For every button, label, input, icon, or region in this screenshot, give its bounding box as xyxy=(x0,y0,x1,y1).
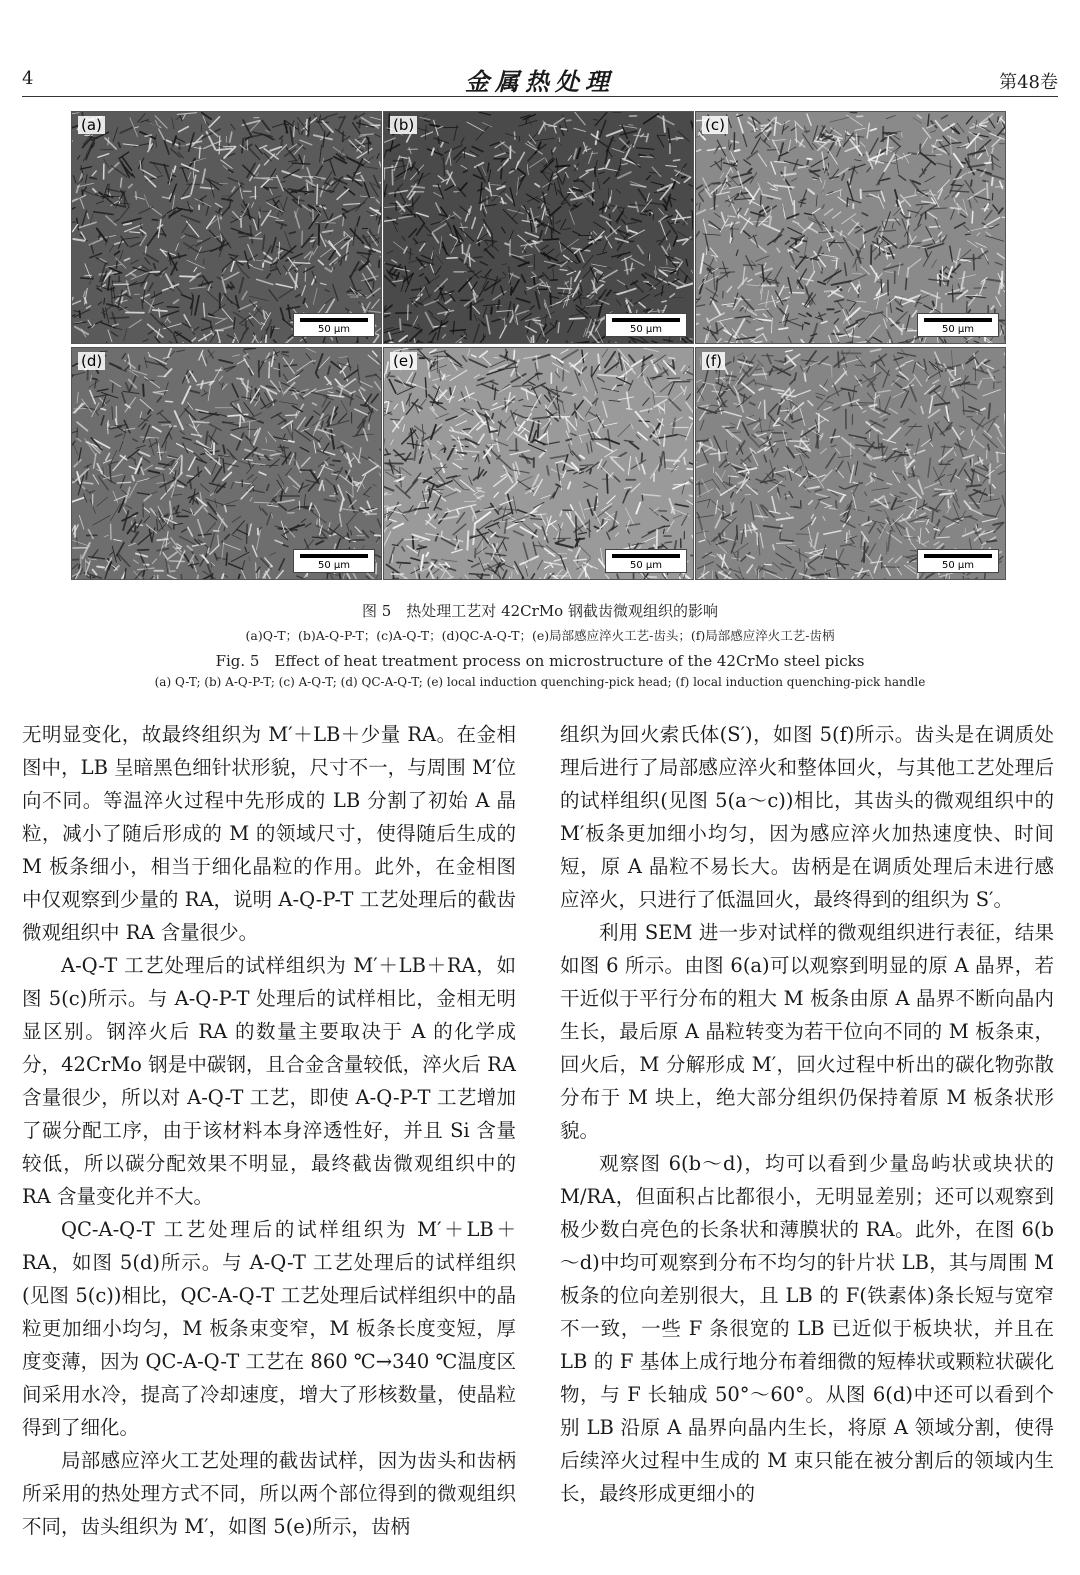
micrograph-image xyxy=(696,348,1005,579)
scale-bar-label: 50 μm xyxy=(941,560,974,571)
paragraph: 局部感应淬火工艺处理的截齿试样，因为齿头和齿柄所采用的热处理方式不同，所以两个部位得到的微观组织不同，齿头组织为 M′，如图 5(e)所示，齿柄 xyxy=(22,1449,516,1538)
micrograph-image xyxy=(72,348,381,579)
paragraph: 无明显变化，故最终组织为 M′＋LB＋少量 RA。在金相图中，LB 呈暗黑色细针状形貌，尺寸不一，与周围 M′位向不同。等温淬火过程中先形成的 LB 分割了初始 A 晶粒，减小了随后形成的 M 的领域尺寸，使得随后生成的 M 板条细小，相当于细化晶粒的作用。此外，在金相图中仅观察到少量的 RA，说明 A-Q-P-T 工艺处理后的截齿微观组织中 RA 含量很少。 xyxy=(22,723,516,944)
micrograph-panel-b xyxy=(383,111,694,344)
page-number: 4 xyxy=(22,68,34,89)
scale-bar-label: 50 μm xyxy=(629,324,662,335)
micrograph-image xyxy=(696,112,1005,343)
panel-label: (a) xyxy=(78,116,105,134)
header-rule xyxy=(22,96,1058,97)
figure-5-micrographs xyxy=(71,111,1005,580)
figure-caption-en-subcaptions: (a) Q-T; (b) A-Q-P-T; (c) A-Q-T; (d) QC-A-Q-T; (e) local induction quenching-pick head; (f) local induction quenching-pick handle xyxy=(154,675,926,689)
scale-bar-label: 50 μm xyxy=(317,560,350,571)
panel-label: (c) xyxy=(702,116,728,134)
body-column-right xyxy=(560,718,1054,1510)
scale-bar xyxy=(605,549,687,573)
micrograph-image xyxy=(72,112,381,343)
micrograph-panel-e xyxy=(383,347,694,580)
paragraph: QC-A-Q-T 工艺处理后的试样组织为 M′＋LB＋RA，如图 5(d)所示。与 A-Q-T 工艺处理后的试样组织(见图 5(c))相比，QC-A-Q-T 工艺处理后试样组织中的晶粒更加细小均匀，M 板条束变窄，M 板条长度变短，厚度变薄，因为 QC-A-Q-T 工艺在 860 ℃→340 ℃温度区间采用水冷，提高了冷却速度，增大了形核数量，使晶粒得到了细化。 xyxy=(22,1218,516,1439)
scale-bar xyxy=(917,313,999,337)
figure-caption-zh-title: 图 5 热处理工艺对 42CrMo 钢截齿微观组织的影响 xyxy=(362,602,718,620)
micrograph-image xyxy=(384,112,693,343)
micrograph-panel-d xyxy=(71,347,382,580)
micrograph-panel-c xyxy=(695,111,1006,344)
panel-label: (e) xyxy=(390,352,417,370)
body-column-left xyxy=(22,718,516,1543)
panel-label: (b) xyxy=(390,116,417,134)
panel-label: (d) xyxy=(78,352,105,370)
paragraph: 组织为回火索氏体(S′)，如图 5(f)所示。齿头是在调质处理后进行了局部感应淬火和整体回火，与其他工艺处理后的试样组织(见图 5(a～c))相比，其齿头的微观组织中的 M′板条更加细小均匀，因为感应淬火加热速度快、时间短，原 A 晶粒不易长大。齿柄是在调质处理后未进行感应淬火，只进行了低温回火，最终得到的组织为 S′。 xyxy=(560,723,1054,911)
scale-bar-label: 50 μm xyxy=(629,560,662,571)
scale-bar-label: 50 μm xyxy=(317,324,350,335)
journal-title: 金属热处理 xyxy=(465,67,615,96)
micrograph-panel-a xyxy=(71,111,382,344)
micrograph-panel-f xyxy=(695,347,1006,580)
paragraph: 利用 SEM 进一步对试样的微观组织进行表征，结果如图 6 所示。由图 6(a)可以观察到明显的原 A 晶界，若干近似于平行分布的粗大 M 板条由原 A 晶界不断向晶内生长，最后原 A 晶粒转变为若干位向不同的 M 板条束，回火后，M 分解形成 M′，回火过程中析出的碳化物弥散分布于 M 块上，绝大部分组织仍保持着原 M 板条状形貌。 xyxy=(560,921,1054,1142)
figure-caption-en-title: Fig. 5 Effect of heat treatment process on microstructure of the 42CrMo steel picks xyxy=(215,652,865,670)
paragraph: 观察图 6(b～d)，均可以看到少量岛屿状或块状的 M/RA，但面积占比都很小，无明显差别；还可以观察到极少数白亮色的长条状和薄膜状的 RA。此外，在图 6(b～d)中均可观察到分布不均匀的针片状 LB，其与周围 M 板条的位向差别很大，且 LB 的 F(铁素体)条长短与宽窄不一致，一些 F 条很宽的 LB 已近似于板块状，并且在 LB 的 F 基体上成行地分布着细微的短棒状或颗粒状碳化物，与 F 长轴成 50°～60°。从图 6(d)中还可以看到个别 LB 沿原 A 晶界向晶内生长，将原 A 领域分割，使得后续淬火过程中生成的 M 束只能在被分割后的领域内生长，最终形成更细小的 xyxy=(560,1152,1054,1505)
paragraph: A-Q-T 工艺处理后的试样组织为 M′＋LB＋RA，如图 5(c)所示。与 A-Q-P-T 处理后的试样相比，金相无明显区别。钢淬火后 RA 的数量主要取决于 A 的化学成分，42CrMo 钢是中碳钢，且合金含量较低，淬火后 RA 含量很少，所以对 A-Q-T 工艺，即使 A-Q-P-T 工艺增加了碳分配工序，由于该材料本身淬透性好，并且 Si 含量较低，所以碳分配效果不明显，最终截齿微观组织中的 RA 含量变化并不大。 xyxy=(22,954,516,1208)
scale-bar xyxy=(293,549,375,573)
scale-bar xyxy=(293,313,375,337)
running-header xyxy=(22,60,1058,100)
scale-bar xyxy=(917,549,999,573)
micrograph-image xyxy=(384,348,693,579)
scale-bar xyxy=(605,313,687,337)
volume-number: 第48卷 xyxy=(999,72,1058,93)
figure-caption-zh-subcaptions: (a)Q-T；(b)A-Q-P-T；(c)A-Q-T；(d)QC-A-Q-T；(e)局部感应淬火工艺-齿头；(f)局部感应淬火工艺-齿柄 xyxy=(245,628,835,643)
panel-label: (f) xyxy=(702,352,725,370)
scale-bar-label: 50 μm xyxy=(941,324,974,335)
